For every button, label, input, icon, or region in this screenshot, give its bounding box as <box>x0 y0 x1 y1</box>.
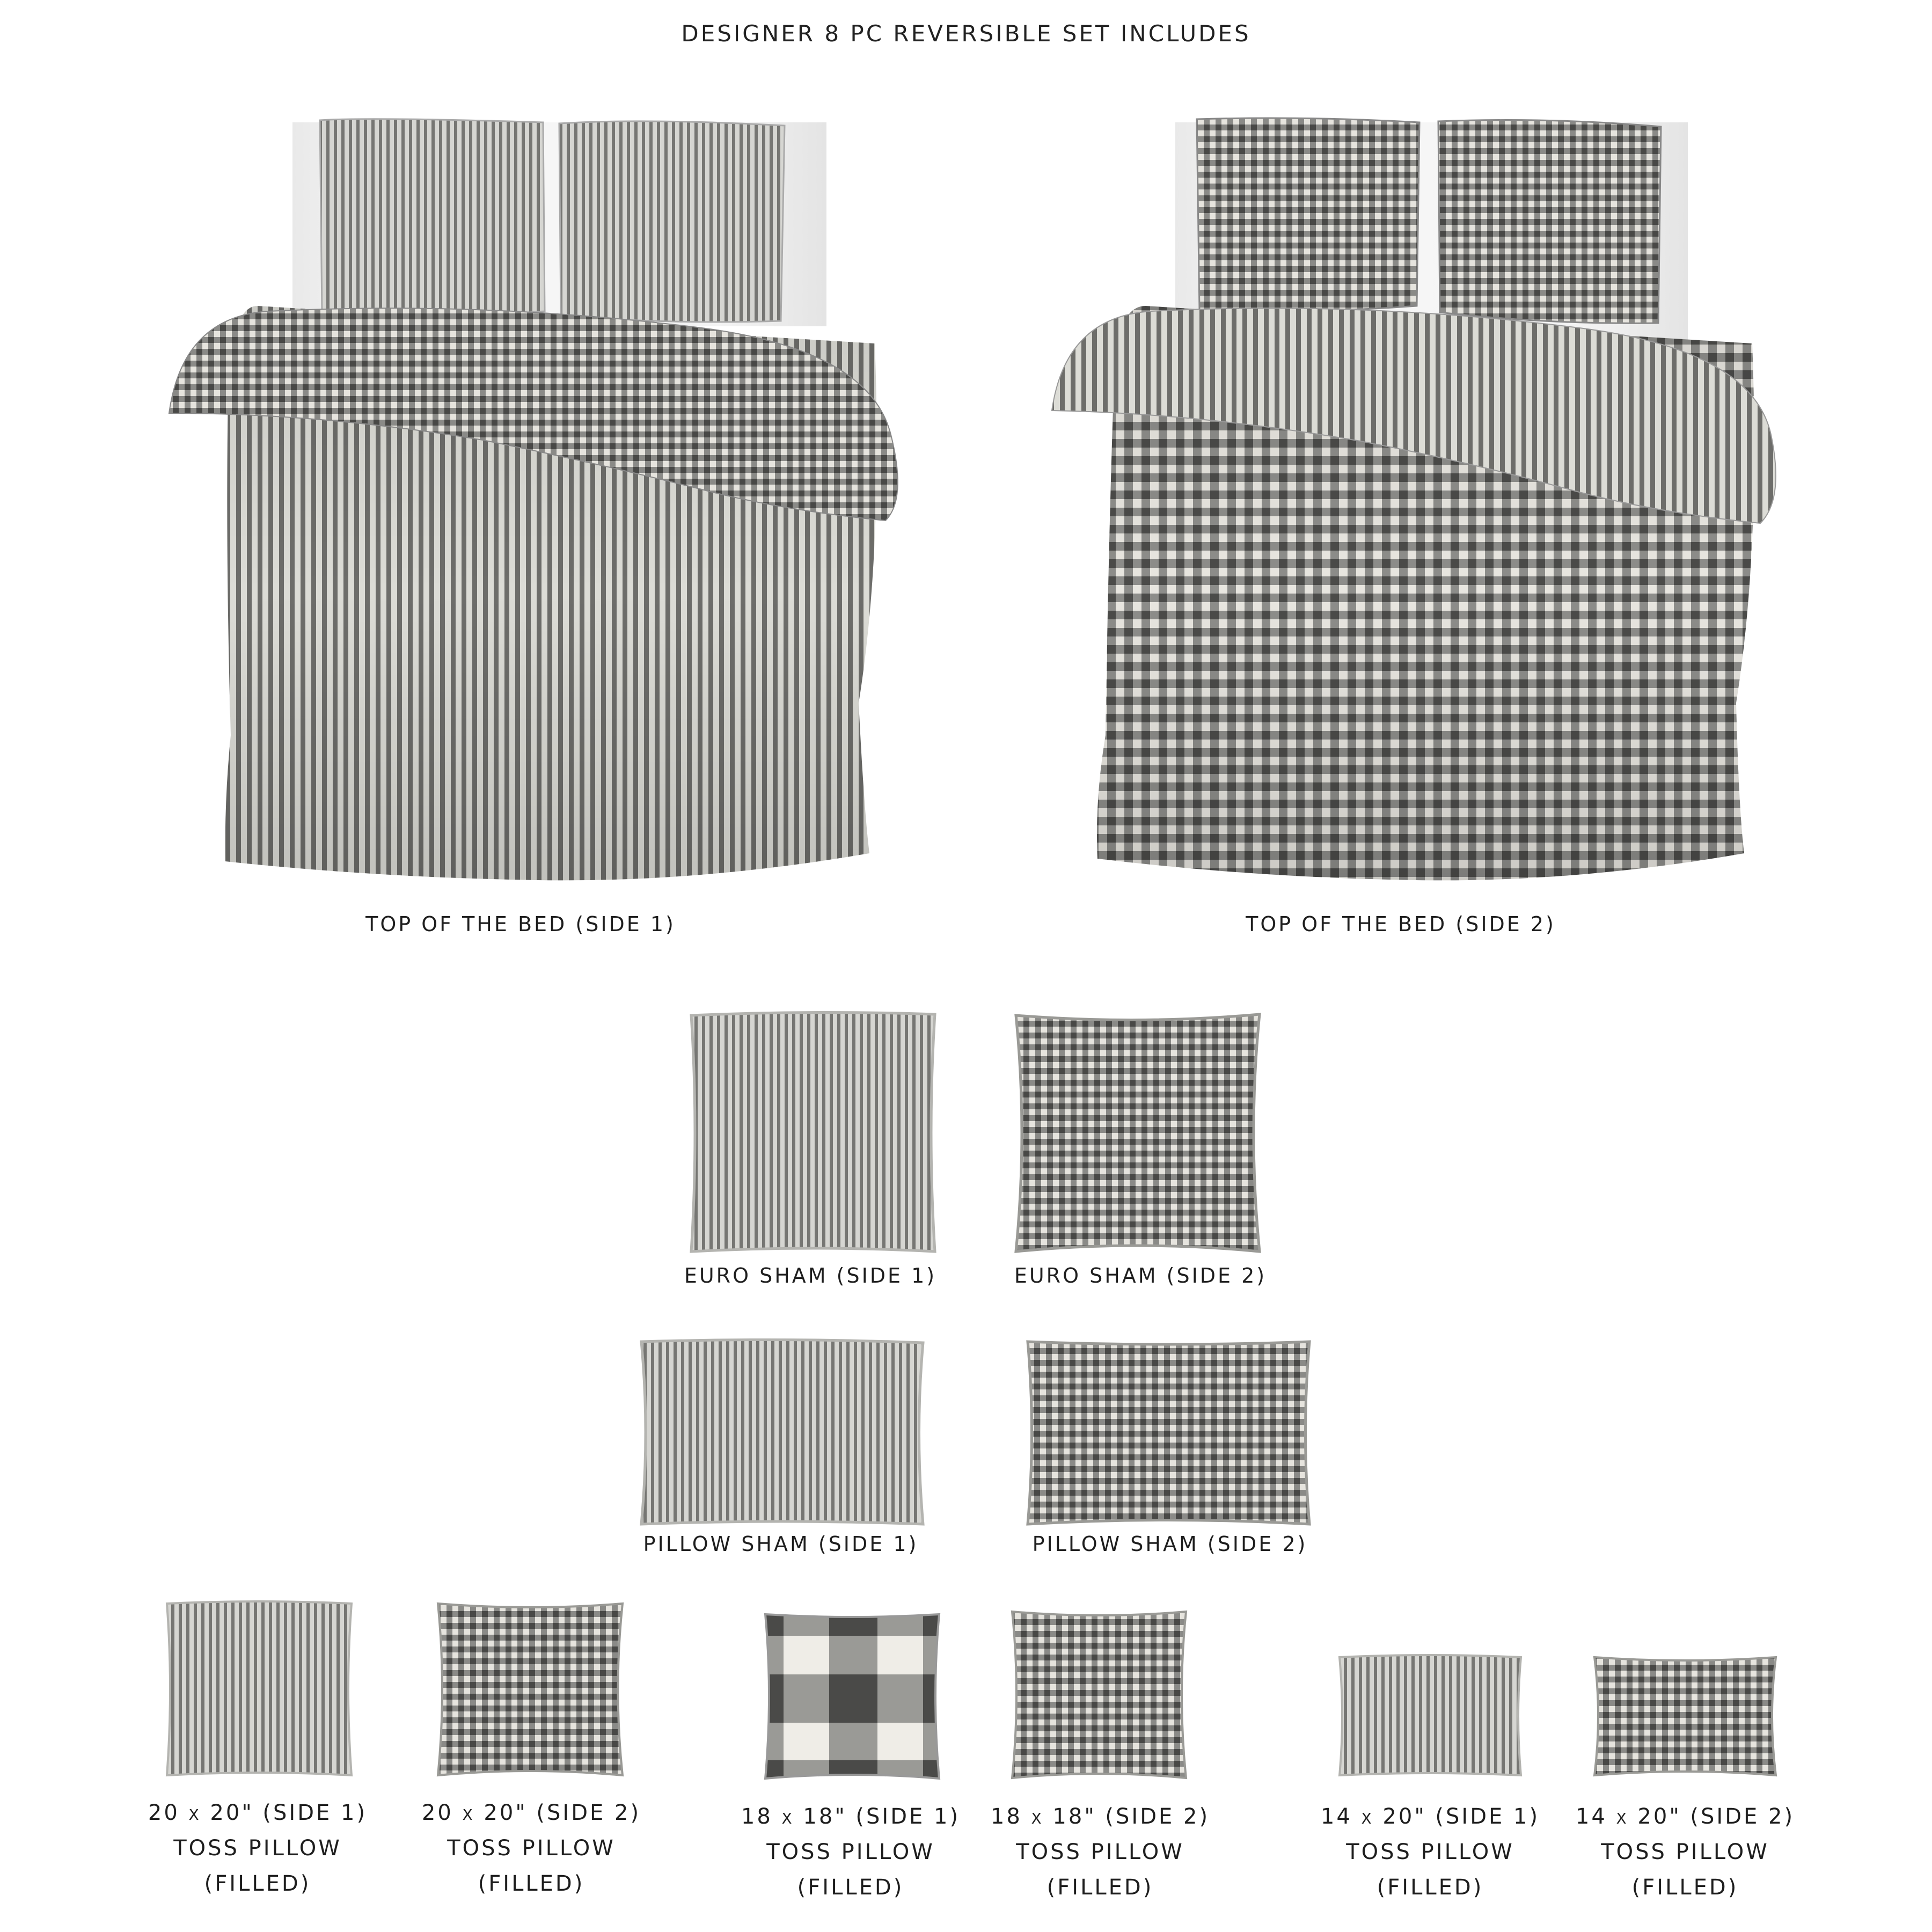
toss-pillow-name: TOSS PILLOW <box>1346 1840 1514 1864</box>
toss-pillow-caption <box>1548 1799 1822 1905</box>
toss-pillow-name: TOSS PILLOW <box>1601 1840 1769 1864</box>
bed-2-pillow-left <box>1197 118 1419 311</box>
toss-pillow-name: TOSS PILLOW <box>766 1840 935 1864</box>
bed-1-pillow-left <box>320 119 545 316</box>
toss-pillow-caption <box>714 1799 987 1905</box>
toss-pillow-name: TOSS PILLOW <box>173 1836 342 1861</box>
toss-pillow-size: 20 x 20" (SIDE 2) <box>421 1801 641 1825</box>
toss-pillow-caption <box>394 1795 668 1901</box>
euro-sham-1-label: EURO SHAM (SIDE 1) <box>684 1264 937 1287</box>
toss-pillow-14x20-side-2 <box>1591 1653 1779 1779</box>
pillow-sham-side-2 <box>1022 1336 1315 1529</box>
pillow-sham-2-label: PILLOW SHAM (SIDE 2) <box>1032 1532 1308 1556</box>
toss-pillow-name: TOSS PILLOW <box>1016 1840 1184 1864</box>
toss-pillow-size: 14 x 20" (SIDE 1) <box>1320 1804 1540 1829</box>
euro-sham-side-1 <box>687 1009 939 1256</box>
toss-pillow-note: (FILLED) <box>1046 1875 1154 1900</box>
toss-pillow-caption <box>1293 1799 1567 1905</box>
toss-pillow-caption <box>963 1799 1237 1905</box>
bed-side-2 <box>1038 113 1801 885</box>
bed-side-1 <box>161 113 923 885</box>
toss-pillow-note: (FILLED) <box>204 1871 311 1896</box>
bed-2-label: TOP OF THE BED (SIDE 2) <box>1246 912 1556 936</box>
toss-pillow-18-side-2 <box>1009 1607 1189 1782</box>
pillow-sham-side-1 <box>636 1336 928 1529</box>
toss-pillow-caption <box>121 1795 394 1901</box>
page-title: DESIGNER 8 PC REVERSIBLE SET INCLUDES <box>681 20 1251 47</box>
bed-2-pillow-right <box>1438 120 1661 324</box>
toss-pillow-20-side-2 <box>435 1599 625 1779</box>
toss-pillow-note: (FILLED) <box>478 1871 585 1896</box>
toss-pillow-20-side-1 <box>164 1599 354 1779</box>
toss-pillow-note: (FILLED) <box>1631 1875 1739 1900</box>
pillow-sham-1-label: PILLOW SHAM (SIDE 1) <box>643 1532 919 1556</box>
toss-pillow-note: (FILLED) <box>1377 1875 1484 1900</box>
bed-1-label: TOP OF THE BED (SIDE 1) <box>365 912 676 936</box>
toss-pillow-18-side-1 <box>762 1610 942 1782</box>
toss-pillow-note: (FILLED) <box>797 1875 904 1900</box>
toss-pillow-size: 14 x 20" (SIDE 2) <box>1575 1804 1795 1829</box>
toss-pillow-size: 20 x 20" (SIDE 1) <box>148 1801 368 1825</box>
toss-pillow-size: 18 x 18" (SIDE 2) <box>990 1804 1210 1829</box>
bed-1-pillow-right <box>559 121 785 322</box>
euro-sham-side-2 <box>1012 1009 1264 1256</box>
toss-pillow-14x20-side-1 <box>1336 1653 1524 1779</box>
toss-pillow-name: TOSS PILLOW <box>447 1836 616 1861</box>
toss-pillow-size: 18 x 18" (SIDE 1) <box>741 1804 961 1829</box>
euro-sham-2-label: EURO SHAM (SIDE 2) <box>1014 1264 1267 1287</box>
